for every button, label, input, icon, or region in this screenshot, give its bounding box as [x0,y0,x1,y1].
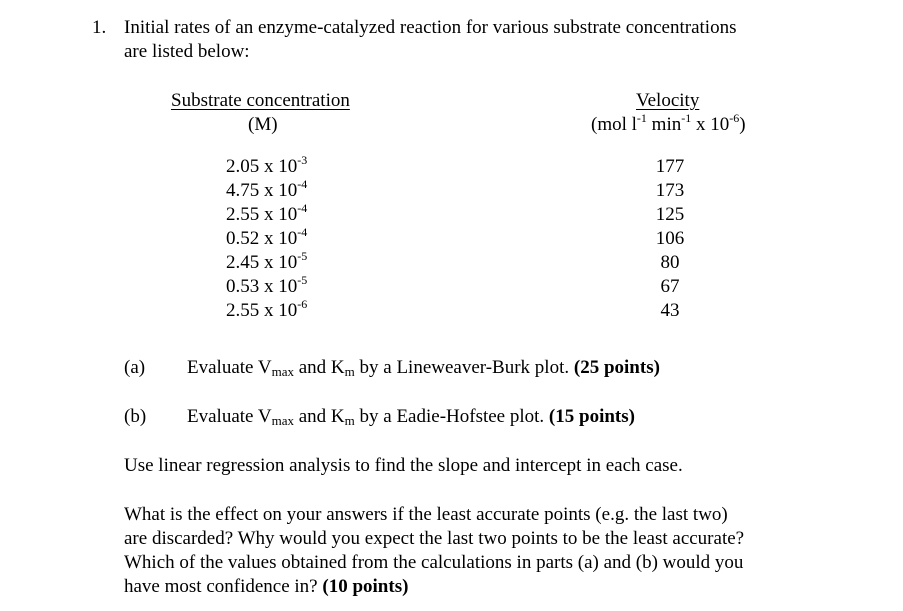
question-number: 1. [92,17,107,38]
row-mantissa: 2.45 x 10 [226,252,298,273]
final-points: (10 points) [322,576,409,597]
col2-unit-exp3: -6 [729,110,740,125]
part-b-t3: by a Eadie-Hofstee plot. [354,406,549,427]
row-mantissa: 2.05 x 10 [226,156,298,177]
final-line3: Which of the values obtained from the calculations in parts (a) and (b) would you [124,552,744,573]
col2-unit-mid: min [646,114,682,135]
table-row [226,224,308,251]
substrate-column [226,152,308,323]
col2-unit [591,110,746,137]
col1-header: Substrate concentration [171,90,350,111]
row-exp: -4 [297,176,308,191]
velocity-value: 177 [655,156,685,177]
part-b-text [187,405,635,429]
velocity-column [640,155,700,323]
part-b-label: (b) [124,406,147,427]
row-exp: -3 [297,152,308,167]
col2-unit-suffix: ) [739,114,746,135]
table-row [226,176,308,203]
col1-unit: (M) [248,114,278,135]
question-intro-line1: Initial rates of an enzyme-catalyzed reaction for various substrate concentrations [124,17,737,38]
col2-header: Velocity [636,90,700,111]
table-row [226,152,308,179]
table-row [226,248,308,275]
row-mantissa: 0.53 x 10 [226,276,298,297]
row-exp: -4 [297,224,308,239]
col2-unit-mid2: x 10 [691,114,730,135]
regression-note: Use linear regression analysis to find the slope and intercept in each case. [124,455,683,476]
part-b-s1: max [271,413,294,428]
part-b-s2: m [344,413,355,428]
part-b-t2: and K [293,406,345,427]
velocity-value: 67 [660,276,680,297]
part-a-text [187,356,660,380]
part-b-t1: Evaluate V [187,406,272,427]
row-exp: -5 [297,272,308,287]
col2-unit-prefix: (mol l [591,114,637,135]
row-mantissa: 4.75 x 10 [226,180,298,201]
part-b-points: (15 points) [548,406,635,427]
part-a-t2: and K [293,357,345,378]
row-mantissa: 0.52 x 10 [226,228,298,249]
velocity-value: 106 [655,228,685,249]
part-a-s2: m [344,364,355,379]
row-mantissa: 2.55 x 10 [226,204,298,225]
final-line4 [124,575,408,599]
question-intro-line2: are listed below: [124,41,250,62]
velocity-value: 173 [655,180,685,201]
row-mantissa: 2.55 x 10 [226,300,298,321]
row-exp: -4 [297,200,308,215]
velocity-value: 80 [660,252,680,273]
part-a-label: (a) [124,357,146,378]
row-exp: -5 [297,248,308,263]
table-row [226,200,308,227]
final-line1: What is the effect on your answers if the least accurate points (e.g. the last two) [124,504,728,525]
part-a-points: (25 points) [573,357,660,378]
part-a-t1: Evaluate V [187,357,272,378]
table-row [226,296,308,323]
final-line2: are discarded? Why would you expect the last two points to be the least accurate? [124,528,745,549]
final-line4-text: have most confidence in? [124,576,323,597]
row-exp: -6 [297,296,308,311]
col2-unit-exp2: -1 [681,110,692,125]
velocity-value: 125 [655,204,685,225]
part-a-s1: max [271,364,294,379]
table-row [226,272,308,299]
part-a-t3: by a Lineweaver-Burk plot. [354,357,574,378]
velocity-value: 43 [660,300,680,321]
col2-unit-exp1: -1 [636,110,647,125]
